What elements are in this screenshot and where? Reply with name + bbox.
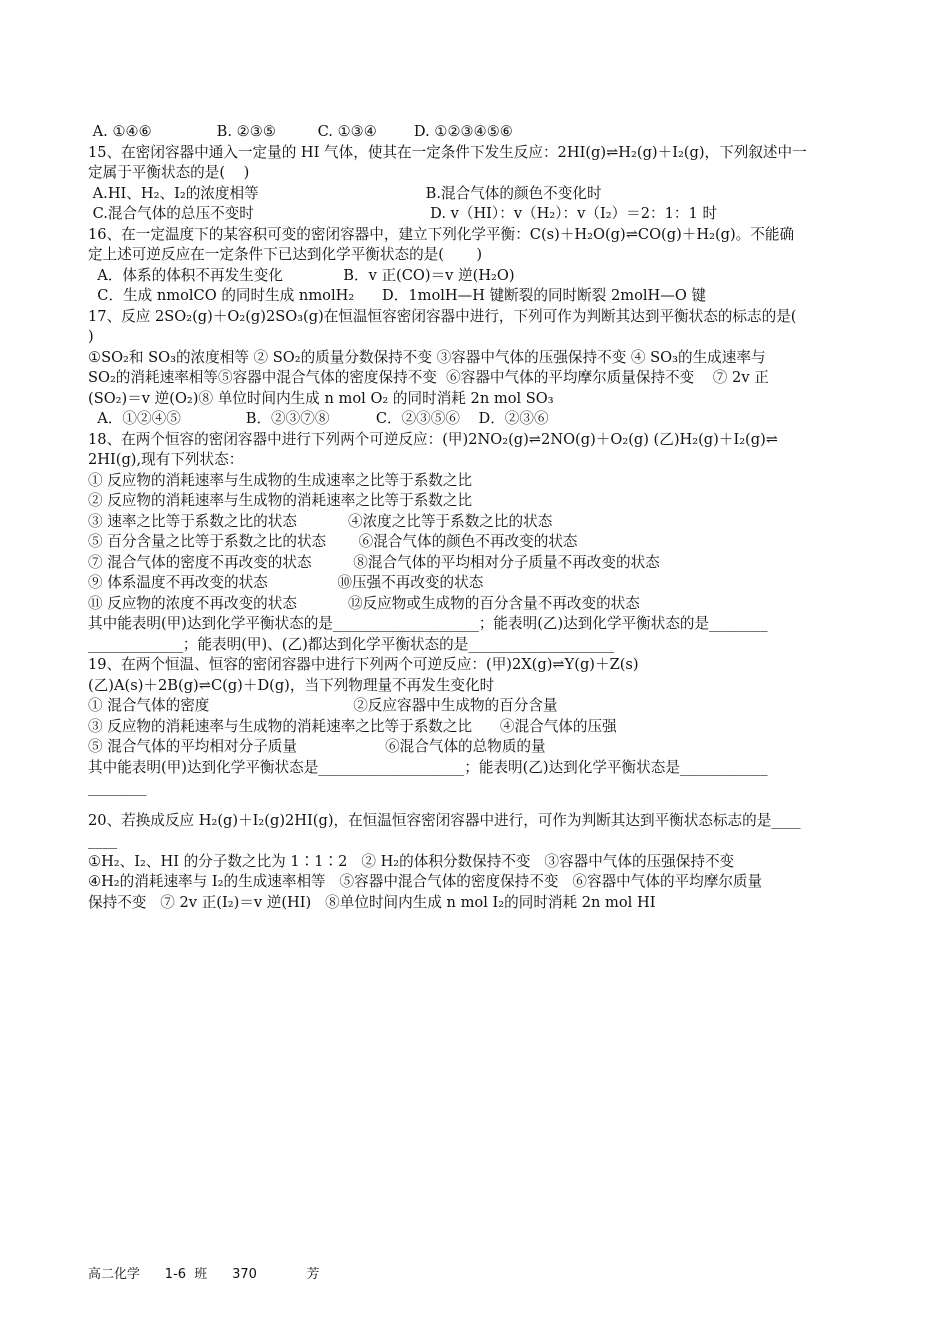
text-line: ① 混合气体的密度 ②反应容器中生成物的百分含量 <box>88 697 558 714</box>
text-line: ③ 速率之比等于系数之比的状态 ④浓度之比等于系数之比的状态 <box>88 512 553 530</box>
text-line: ⑨ 体系温度不再改变的状态 ⑩压强不再改变的状态 <box>88 574 484 591</box>
text-line: ⑤ 混合气体的平均相对分子质量 ⑥混合气体的总物质的量 <box>88 738 546 755</box>
text-line: ⑦ 混合气体的密度不再改变的状态 ⑧混合气体的平均相对分子质量不再改变的状态 <box>88 553 660 571</box>
text-line: ③ 反应物的消耗速率与生成物的消耗速率之比等于系数之比 ④混合气体的压强 <box>88 717 617 735</box>
text-line: A．①②④⑤ B．②③⑦⑧ C．②③⑤⑥ D．②③⑥ <box>88 410 549 427</box>
text-line: A. ①④⑥ B. ②③⑤ C. ①③④ D. ①②③④⑤⑥ <box>88 123 513 140</box>
text-line: 15、在密闭容器中通入一定量的 HI 气体，使其在一定条件下发生反应：2HI(g)⇌H₂(g)＋I₂(g)，下列叙述中一 <box>88 143 807 161</box>
text-line: ) <box>88 328 94 345</box>
text-line: SO₂的消耗速率相等⑤容器中混合气体的密度保持不变 ⑥容器中气体的平均摩尔质量保持不变 ⑦ 2v 正 <box>88 369 769 386</box>
text-line: (SO₂)＝v 逆(O₂)⑧ 单位时间内生成 n mol O₂ 的同时消耗 2n mol SO₃ <box>88 389 554 407</box>
text-line: 16、在一定温度下的某容积可变的密闭容器中，建立下列化学平衡：C(s)＋H₂O(g)⇌CO(g)＋H₂(g)。不能确 <box>88 225 795 243</box>
text-line: 其中能表明(甲)达到化学平衡状态是____________________；能表明(乙)达到化学平衡状态是____________ <box>88 758 768 776</box>
text-line: 其中能表明(甲)达到化学平衡状态的是____________________；能表明(乙)达到化学平衡状态的是________ <box>88 615 768 632</box>
page-footer: 高二化学 1-6 班 370 芳 <box>88 1267 320 1282</box>
document-body <box>88 122 868 913</box>
text-line: ________ <box>88 779 147 796</box>
text-line: 18、在两个恒容的密闭容器中进行下列两个可逆反应：(甲)2NO₂(g)⇌2NO(g)＋O₂(g) (乙)H₂(g)＋I₂(g)⇌ <box>88 430 779 448</box>
text-line: (乙)A(s)＋2B(g)⇌C(g)＋D(g)，当下列物理量不再发生变化时 <box>88 676 495 694</box>
text-line: 20、若换成反应 H₂(g)＋I₂(g)2HI(g)，在恒温恒容密闭容器中进行，可作为判断其达到平衡状态标志的是____ <box>88 811 801 829</box>
text-line: C.混合气体的总压不变时 D. v（HI）：v（H₂）：v（I₂）＝2：1：1 时 <box>88 205 718 222</box>
text-line: ⑪ 反应物的浓度不再改变的状态 ⑫反应物或生成物的百分含量不再改变的状态 <box>88 594 640 612</box>
text-line: ① 反应物的消耗速率与生成物的生成速率之比等于系数之比 <box>88 471 473 489</box>
text-line: 保持不变 ⑦ 2v 正(I₂)＝v 逆(HI) ⑧单位时间内生成 n mol I₂的同时消耗 2n mol HI <box>88 893 656 911</box>
text-line: _____________；能表明(甲)、(乙)都达到化学平衡状态的是____________________ <box>88 635 615 653</box>
text-line: ____ <box>88 832 118 849</box>
text-line: 19、在两个恒温、恒容的密闭容器中进行下列两个可逆反应：(甲)2X(g)⇌Y(g)＋Z(s) <box>88 656 639 673</box>
text-line: ⑤ 百分含量之比等于系数之比的状态 ⑥混合气体的颜色不再改变的状态 <box>88 533 578 550</box>
text-line: A．体系的体积不再发生变化 B．v 正(CO)＝v 逆(H₂O) <box>88 266 515 284</box>
text-line: ①H₂、I₂、HI 的分子数之比为 1∶1∶2 ② H₂的体积分数保持不变 ③容器中气体的压强保持不变 <box>88 852 735 870</box>
text-line: C．生成 nmolCO 的同时生成 nmolH₂ D．1molH—H 键断裂的同时断裂 2molH—O 键 <box>88 287 707 304</box>
text-line: 17、反应 2SO₂(g)＋O₂(g)2SO₃(g)在恒温恒容密闭容器中进行，下列可作为判断其达到平衡状态的标志的是( <box>88 307 797 325</box>
text-line: ①SO₂和 SO₃的浓度相等 ② SO₂的质量分数保持不变 ③容器中气体的压强保持不变 ④ SO₃的生成速率与 <box>88 348 766 366</box>
text-line: ② 反应物的消耗速率与生成物的消耗速率之比等于系数之比 <box>88 492 473 509</box>
text-line: 2HI(g),现有下列状态： <box>88 451 244 468</box>
text-line: ④H₂的消耗速率与 I₂的生成速率相等 ⑤容器中混合气体的密度保持不变 ⑥容器中气体的平均摩尔质量 <box>88 873 763 890</box>
text-line <box>88 799 868 811</box>
text-line: 定上述可逆反应在一定条件下已达到化学平衡状态的是( ) <box>88 246 483 263</box>
text-line: A.HI、H₂、I₂的浓度相等 B.混合气体的颜色不变化时 <box>88 184 602 202</box>
text-line: 定属于平衡状态的是( ) <box>88 164 250 181</box>
